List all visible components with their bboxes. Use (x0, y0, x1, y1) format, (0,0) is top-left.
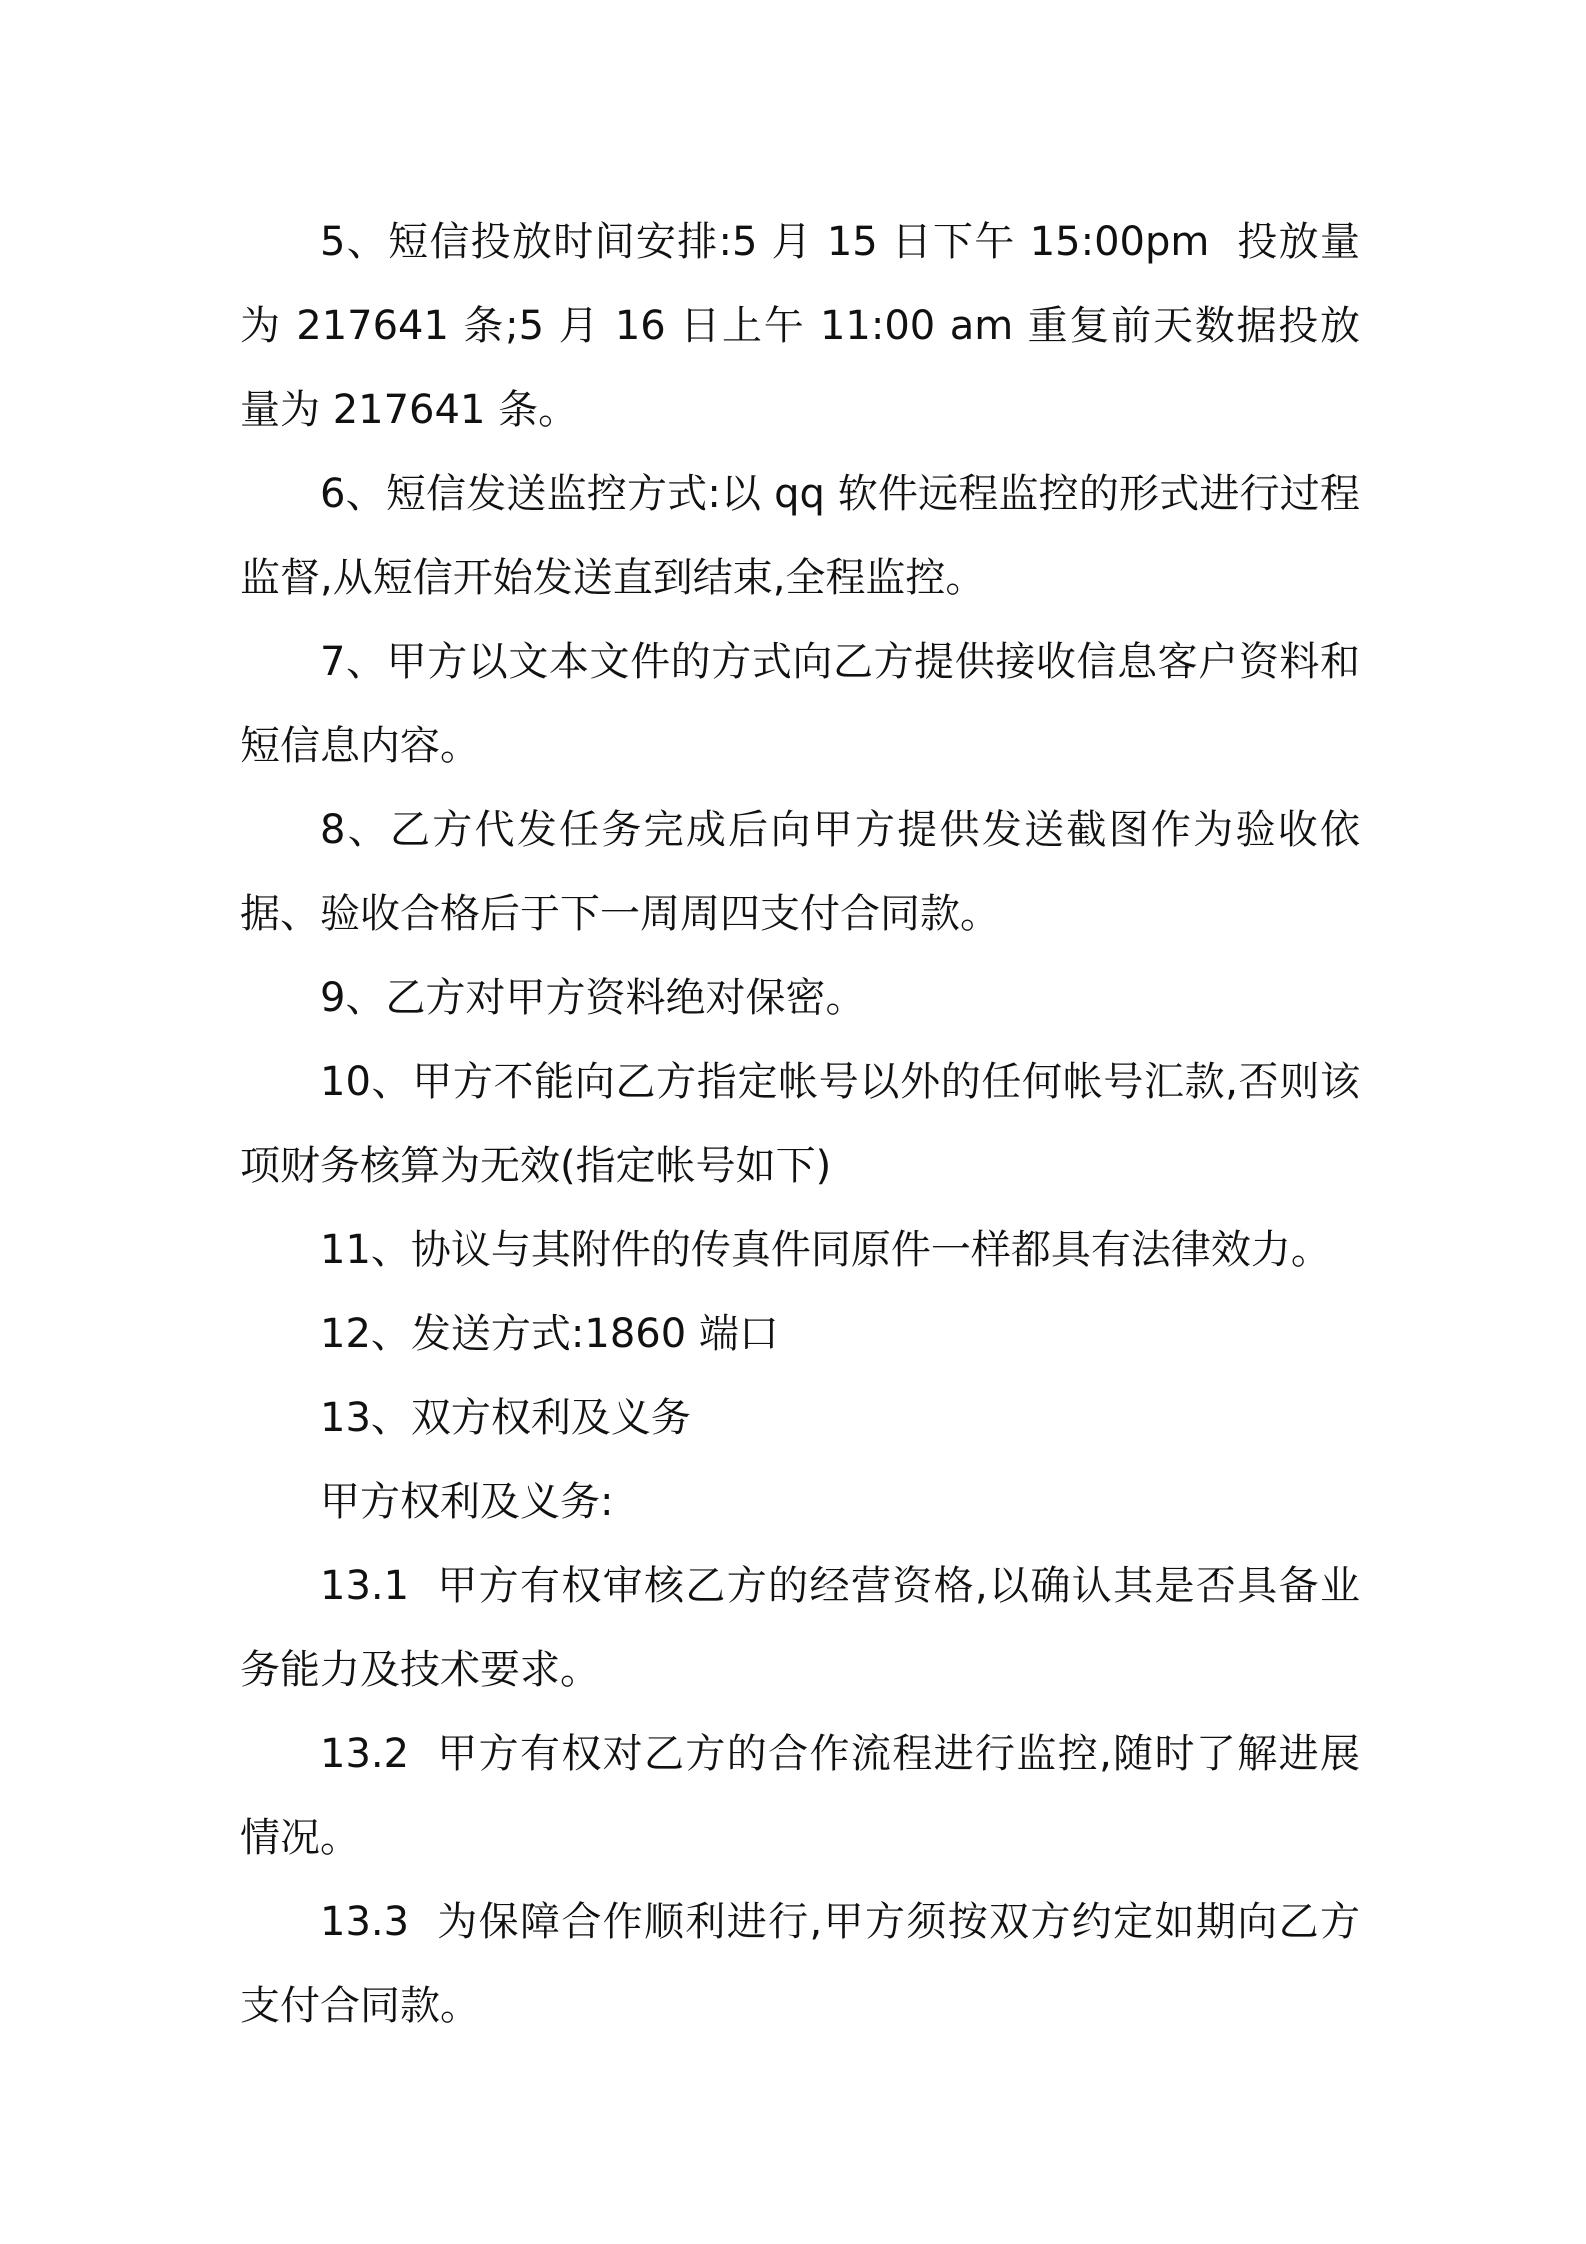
paragraph-item-10: 10、甲方不能向乙方指定帐号以外的任何帐号汇款,否则该项财务核算为无效(指定帐号如下) (240, 1059, 1360, 1189)
paragraph-item-11: 11、协议与其附件的传真件同原件一样都具有法律效力。 (320, 1227, 1331, 1273)
section-heading-party-a: 甲方权利及义务: (320, 1479, 614, 1525)
paragraph-item-6: 6、短信发送监控方式:以 qq 软件远程监控的形式进行过程监督,从短信开始发送直到结束,全程监控。 (240, 471, 1360, 601)
paragraph-item-13: 13、双方权利及义务 (320, 1395, 691, 1441)
paragraph-item-13-3: 13.3 为保障合作顺利进行,甲方须按双方约定如期向乙方支付合同款。 (240, 1899, 1360, 2029)
paragraph-item-12: 12、发送方式:1860 端口 (320, 1311, 779, 1357)
paragraph-item-7: 7、甲方以文本文件的方式向乙方提供接收信息客户资料和短信息内容。 (240, 639, 1360, 769)
paragraph-item-13-1: 13.1 甲方有权审核乙方的经营资格,以确认其是否具备业务能力及技术要求。 (240, 1563, 1360, 1693)
paragraph-item-5: 5、短信投放时间安排:5 月 15 日下午 15:00pm 投放量为 217641 条;5 月 16 日上午 11:00 am 重复前天数据投放量为 217641 条。 (240, 219, 1360, 433)
document-body (240, 200, 1360, 2048)
paragraph-item-8: 8、乙方代发任务完成后向甲方提供发送截图作为验收依据、验收合格后于下一周周四支付合同款。 (240, 807, 1360, 937)
paragraph-item-9: 9、乙方对甲方资料绝对保密。 (320, 975, 866, 1021)
paragraph-item-13-2: 13.2 甲方有权对乙方的合作流程进行监控,随时了解进展情况。 (240, 1731, 1360, 1861)
